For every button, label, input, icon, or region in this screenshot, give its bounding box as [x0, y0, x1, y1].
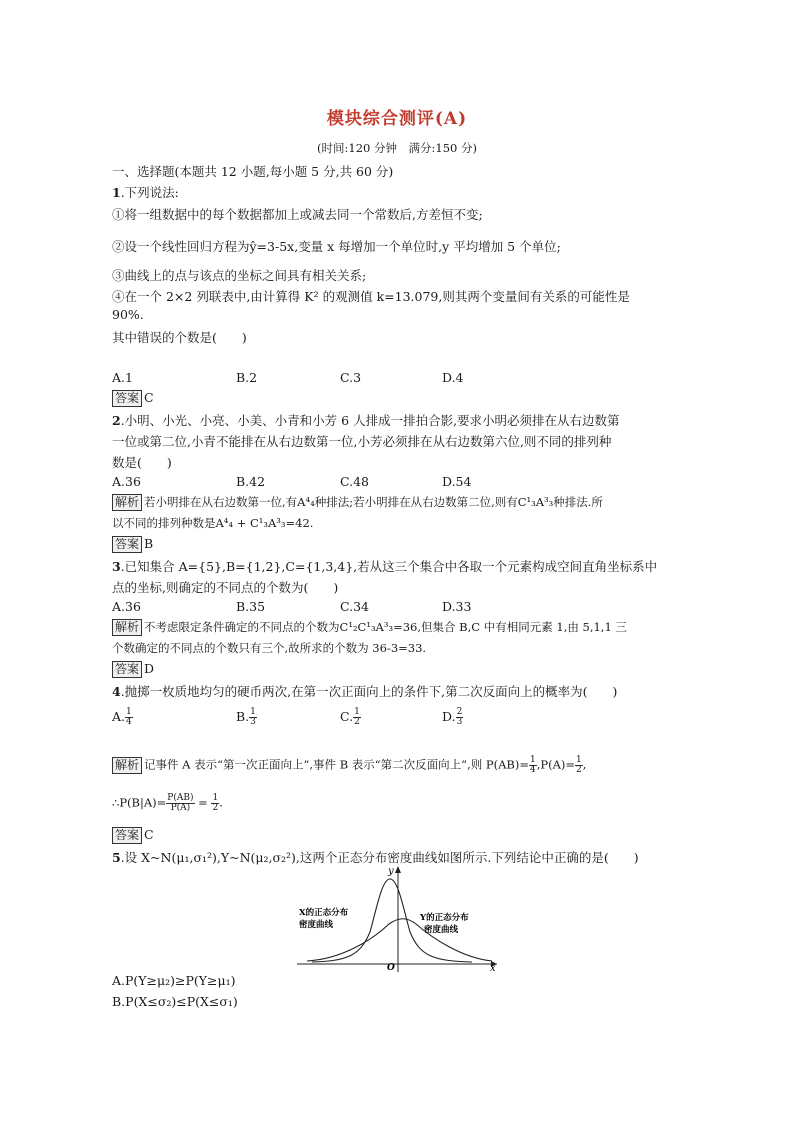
- option-c[interactable]: C. $\frac{1}{2}$: [340, 707, 360, 727]
- q1-statement-4: ④在一个 2×2 列联表中,由计算得 K² 的观测值 k=13.079,则其两个变量间有关系的可能性是: [112, 289, 630, 304]
- question-text: .抛掷一枚质地均匀的硬币两次,在第一次正面向上的条件下,第二次反面向上的概率为( ): [120, 684, 618, 699]
- option-b[interactable]: B.42: [236, 474, 266, 489]
- q1-statement-3: ③曲线上的点与该点的坐标之间具有相关关系;: [112, 268, 367, 283]
- option-c[interactable]: C.48: [340, 474, 369, 489]
- option-d[interactable]: D.54: [442, 474, 472, 489]
- fraction: $\frac{1}{2}$: [576, 755, 582, 775]
- question-text: .已知集合 A={5},B={1,2},C={1,3,4},若从这三个集合中各取一个元素构成空间直角坐标系中: [120, 559, 658, 574]
- option-b[interactable]: B.2: [236, 370, 258, 385]
- answer-tag: 答案: [112, 536, 142, 553]
- question-number: 3: [112, 559, 121, 574]
- y-curve-label: Y的正态分布: [420, 913, 469, 923]
- solution-text: 若小明排在从右边数第一位,有A⁴₄种排法;若小明排在从右边数第二位,则有C¹₃A³₃种排法.所: [144, 495, 603, 509]
- page-title: 模块综合测评(A): [326, 109, 468, 129]
- answer-value: D: [144, 661, 155, 676]
- option-b[interactable]: B.P(X≤σ₂)≤P(X≤σ₁): [112, 994, 238, 1009]
- q3-solution: [112, 619, 627, 636]
- option-a[interactable]: A. $\frac{1}{4}$: [112, 707, 132, 727]
- x-axis-label: x: [490, 963, 496, 974]
- origin-label: O: [387, 963, 395, 973]
- option-a[interactable]: A.36: [112, 474, 141, 489]
- option-b[interactable]: B. $\frac{1}{3}$: [236, 707, 256, 727]
- q3-answer: [112, 661, 154, 678]
- question-text: .小明、小光、小亮、小美、小青和小芳 6 人排成一排拍合影,要求小明必须排在从右边数第: [120, 413, 620, 428]
- question-text: .下列说法:: [120, 185, 179, 200]
- y-density-curve: [307, 919, 492, 961]
- option-d[interactable]: D.33: [442, 599, 472, 614]
- answer-value: B: [144, 536, 154, 551]
- option-b[interactable]: B.35: [236, 599, 266, 614]
- q1-statement-2: ②设一个线性回归方程为ŷ=3-5x,变量 x 每增加一个单位时,y 平均增加 5 个单位;: [112, 239, 561, 254]
- answer-tag: 答案: [112, 661, 142, 678]
- option-c[interactable]: C.34: [340, 599, 369, 614]
- answer-value: C: [144, 827, 154, 842]
- solution-tag: 解析: [112, 619, 142, 636]
- q4-solution-cont: ∴P(B|A)= $\frac{P(AB)}{P(A)}$ = $\frac{1}{2}$ .: [112, 793, 223, 813]
- question-number: 4: [112, 684, 121, 699]
- solution-tag: 解析: [112, 757, 142, 774]
- option-d[interactable]: D. $\frac{2}{3}$: [442, 707, 463, 727]
- option-a[interactable]: A.P(Y≥μ₂)≥P(Y≥μ₁): [112, 973, 236, 988]
- q4-answer: [112, 827, 154, 844]
- q1-statement-4-cont: 90%.: [112, 307, 144, 322]
- q3-solution-cont: 个数确定的不同点的个数只有三个,故所求的个数为 36-3=33.: [112, 641, 427, 655]
- question-3-stem: [112, 557, 657, 575]
- question-text: .设 X~N(μ₁,σ₁²),Y~N(μ₂,σ₂²),这两个正态分布密度曲线如图所示.下列结论中正确的是( ): [120, 850, 639, 865]
- q2-solution-cont: 以不同的排列种数是A⁴₄ + C¹₃A³₃=42.: [112, 516, 314, 530]
- question-number: 1: [112, 185, 121, 200]
- x-curve-label-2: 密度曲线: [299, 920, 334, 930]
- q2-answer: [112, 536, 153, 553]
- question-number: 5: [112, 850, 121, 865]
- q4-options: [112, 708, 682, 738]
- solution-text: 记事件 A 表示“第一次正面向上”,事件 B 表示“第二次反面向上”,则 P(AB)=: [144, 757, 529, 772]
- q4-solution: 解析 记事件 A 表示“第一次正面向上”,事件 B 表示“第二次反面向上”,则 P(AB)= $\frac{1}{4}$ ,P(A)= $\frac{1}{2}$ ,: [112, 756, 586, 775]
- exam-info: (时间:120 分钟 满分:150 分): [317, 141, 477, 155]
- y-curve-label-2: 密度曲线: [424, 925, 459, 935]
- y-axis-label: y: [388, 866, 394, 877]
- option-a[interactable]: A.36: [112, 599, 141, 614]
- question-4-stem: [112, 682, 617, 700]
- option-d[interactable]: D.4: [442, 370, 464, 385]
- q1-answer: [112, 390, 154, 407]
- q1-ask: 其中错误的个数是( ): [112, 330, 247, 345]
- y-axis-arrow: [395, 866, 401, 873]
- question-2-stem: [112, 411, 620, 429]
- q2-solution: [112, 494, 603, 511]
- normal-distribution-figure: [292, 862, 502, 974]
- answer-tag: 答案: [112, 827, 142, 844]
- fraction: $\frac{1}{2}$: [212, 793, 219, 813]
- option-c[interactable]: C.3: [340, 370, 362, 385]
- answer-value: C: [144, 390, 154, 405]
- x-curve-label: X的正态分布: [299, 908, 349, 918]
- question-1-stem: [112, 183, 179, 201]
- section-heading: 一、选择题(本题共 12 小题,每小题 5 分,共 60 分): [112, 164, 394, 179]
- question-2-line3: 数是( ): [112, 455, 172, 470]
- fraction: $\frac{1}{4}$: [529, 755, 536, 775]
- option-a[interactable]: A.1: [112, 370, 133, 385]
- solution-text: 不考虑限定条件确定的不同点的个数为C¹₂C¹₃A³₃=36,但集合 B,C 中有相同元素 1,由 5,1,1 三: [144, 620, 627, 634]
- q1-statement-1: ①将一组数据中的每个数据都加上或减去同一个常数后,方差恒不变;: [112, 207, 483, 222]
- answer-tag: 答案: [112, 390, 142, 407]
- question-3-line2: 点的坐标,则确定的不同点的个数为( ): [112, 580, 339, 595]
- question-2-line2: 一位或第二位,小青不能排在从右边数第一位,小芳必须排在从右边数第六位,则不同的排列种: [112, 434, 612, 449]
- fraction: $\frac{P(AB)}{P(A)}$: [167, 793, 194, 813]
- solution-tag: 解析: [112, 494, 142, 511]
- question-number: 2: [112, 413, 121, 428]
